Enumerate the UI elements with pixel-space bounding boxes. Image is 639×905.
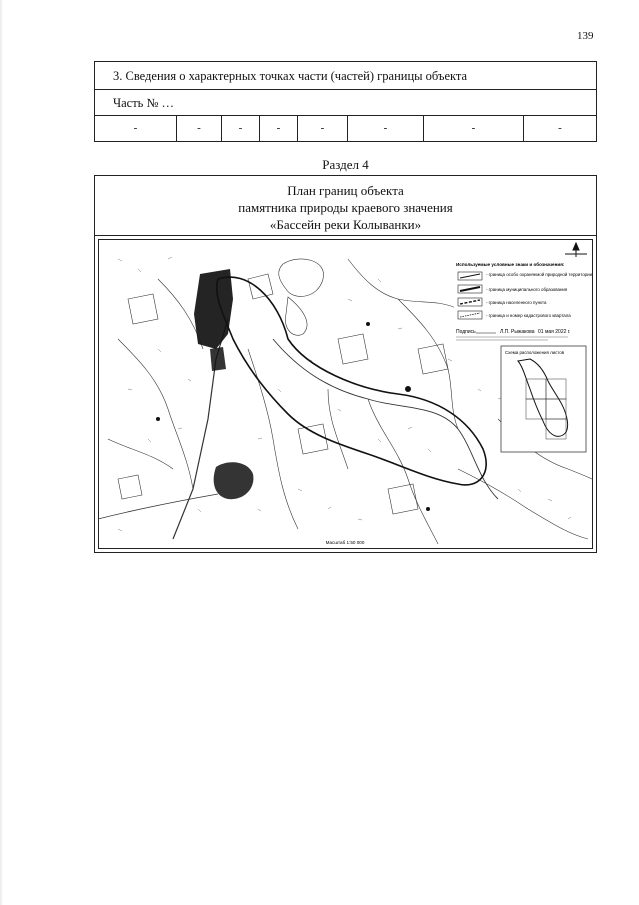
plan-title-line: памятника природы краевого значения <box>238 200 453 215</box>
plan-title-line: План границ объекта <box>287 183 404 198</box>
boundary-map <box>98 239 593 549</box>
signature-label: Подпись <box>456 329 476 335</box>
legend-item-municipal: - граница муниципального образования <box>486 287 568 292</box>
points-cell: - <box>177 116 222 141</box>
points-cell: - <box>260 116 298 141</box>
legend-item-oopt: - граница особо охраняемой природной территории <box>486 272 593 277</box>
page-number: 139 <box>577 30 594 42</box>
legend-item-settlement: - граница населенного пункта <box>486 300 547 305</box>
signature-date: 01 мая 2022 г. <box>538 329 571 335</box>
section3-table <box>94 61 597 142</box>
plan-title-line: «Бассейн реки Колыванки» <box>269 217 422 232</box>
points-cell: - <box>222 116 260 141</box>
signature-name: Л.П. Рыжакова <box>500 329 535 335</box>
section3-heading: 3. Сведения о характерных точках части (частей) границы объекта <box>95 62 596 90</box>
points-cell: - <box>298 116 348 141</box>
points-cell: - <box>348 116 424 141</box>
sheet-layout-inset <box>501 346 586 452</box>
map-svg <box>98 239 593 549</box>
points-cell: - <box>95 116 177 141</box>
map-scale: Масштаб 1:50 000 <box>325 540 365 545</box>
scan-edge <box>0 0 3 905</box>
part-label: Часть № … <box>95 90 596 116</box>
map-legend <box>454 257 593 345</box>
points-row <box>95 116 596 141</box>
points-cell: - <box>558 122 562 134</box>
section4-title: Раздел 4 <box>322 157 369 172</box>
points-cell: - <box>424 116 524 141</box>
inset-title: Схема расположения листов <box>505 350 565 355</box>
plan-box <box>94 175 597 553</box>
plan-title <box>95 176 596 236</box>
legend-item-cadastral: - граница и номер кадастрового квартала <box>486 313 571 318</box>
legend-title: Используемые условные знаки и обозначения: <box>456 262 565 267</box>
